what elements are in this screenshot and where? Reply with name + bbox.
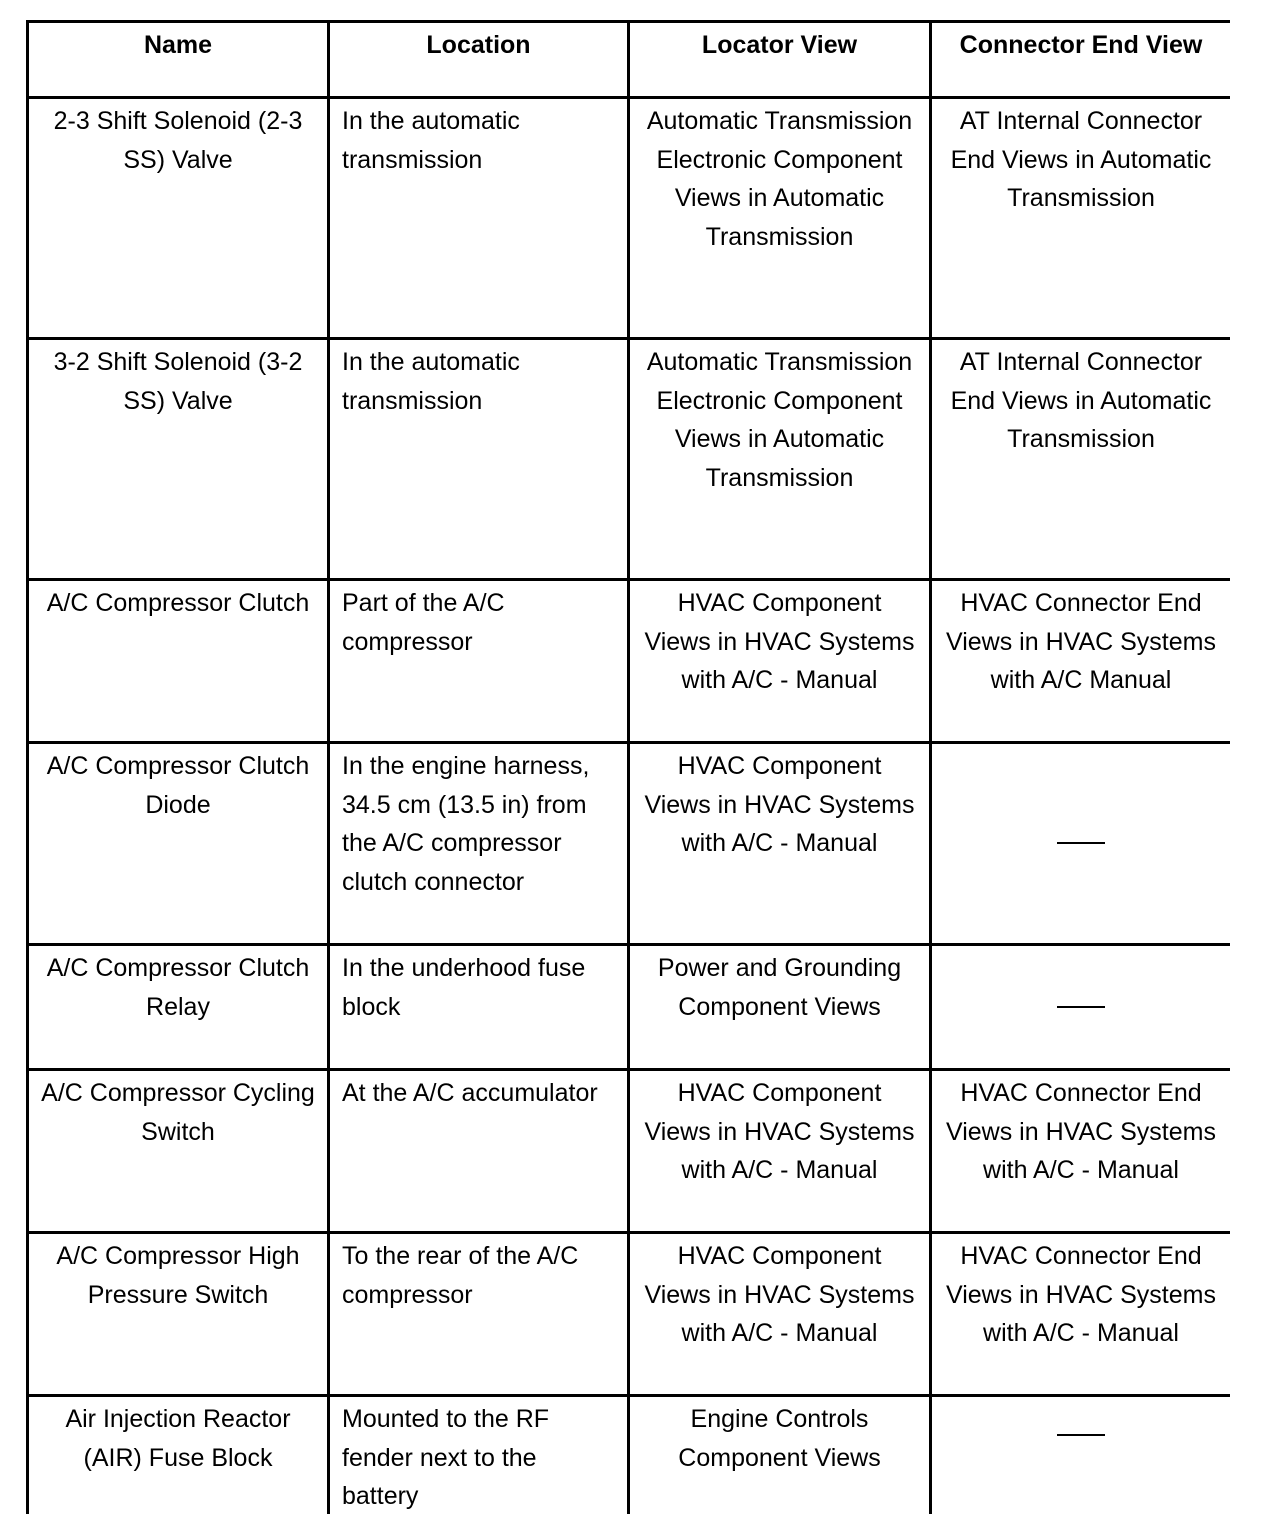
cell-connector-end-view: AT Internal Connector End Views in Automatic Transmission xyxy=(931,339,1231,580)
cell-locator-view: Engine Controls Component Views xyxy=(629,1396,931,1515)
cell-connector-end-view: HVAC Connector End Views in HVAC Systems with A/C - Manual xyxy=(931,1233,1231,1396)
cell-connector-end-view-empty xyxy=(931,945,1231,1070)
empty-dash xyxy=(1057,1434,1105,1436)
table-row xyxy=(28,743,1231,945)
cell-location: Mounted to the RF fender next to the battery xyxy=(329,1396,629,1515)
cell-locator-view: HVAC Component Views in HVAC Systems with A/C - Manual xyxy=(629,1233,931,1396)
cell-location: To the rear of the A/C compressor xyxy=(329,1233,629,1396)
table-row xyxy=(28,945,1231,1070)
table-row xyxy=(28,1396,1231,1515)
cell-name: Air Injection Reactor (AIR) Fuse Block xyxy=(28,1396,329,1515)
cell-name: A/C Compressor Clutch Diode xyxy=(28,743,329,945)
table-row xyxy=(28,1070,1231,1233)
cell-connector-end-view-empty xyxy=(931,743,1231,945)
cell-name: A/C Compressor Clutch Relay xyxy=(28,945,329,1070)
cell-location: In the underhood fuse block xyxy=(329,945,629,1070)
cell-connector-end-view: HVAC Connector End Views in HVAC Systems with A/C Manual xyxy=(931,580,1231,743)
cell-connector-end-view: AT Internal Connector End Views in Automatic Transmission xyxy=(931,98,1231,339)
cell-locator-view: HVAC Component Views in HVAC Systems with A/C - Manual xyxy=(629,743,931,945)
table-row xyxy=(28,1233,1231,1396)
cell-name: 3-2 Shift Solenoid (3-2 SS) Valve xyxy=(28,339,329,580)
cell-locator-view: HVAC Component Views in HVAC Systems with A/C - Manual xyxy=(629,580,931,743)
table-row xyxy=(28,98,1231,339)
header-location: Location xyxy=(329,22,629,98)
header-connector-end-view: Connector End View xyxy=(931,22,1231,98)
cell-locator-view: HVAC Component Views in HVAC Systems with A/C - Manual xyxy=(629,1070,931,1233)
cell-location: Part of the A/C compressor xyxy=(329,580,629,743)
table-row xyxy=(28,580,1231,743)
cell-locator-view: Automatic Transmission Electronic Component Views in Automatic Transmission xyxy=(629,98,931,339)
cell-location: At the A/C accumulator xyxy=(329,1070,629,1233)
cell-locator-view: Power and Grounding Component Views xyxy=(629,945,931,1070)
cell-location: In the engine harness, 34.5 cm (13.5 in) from the A/C compressor clutch connector xyxy=(329,743,629,945)
cell-connector-end-view: HVAC Connector End Views in HVAC Systems with A/C - Manual xyxy=(931,1070,1231,1233)
empty-dash xyxy=(1057,842,1105,844)
table-row xyxy=(28,339,1231,580)
component-locator-table-wrapper xyxy=(26,20,1230,1514)
header-row xyxy=(28,22,1231,98)
cell-location: In the automatic transmission xyxy=(329,98,629,339)
component-locator-table xyxy=(26,20,1230,1514)
header-name: Name xyxy=(28,22,329,98)
header-locator-view: Locator View xyxy=(629,22,931,98)
cell-connector-end-view-empty xyxy=(931,1396,1231,1515)
cell-name: A/C Compressor Cycling Switch xyxy=(28,1070,329,1233)
cell-locator-view: Automatic Transmission Electronic Component Views in Automatic Transmission xyxy=(629,339,931,580)
cell-name: A/C Compressor Clutch xyxy=(28,580,329,743)
cell-name: A/C Compressor High Pressure Switch xyxy=(28,1233,329,1396)
empty-dash xyxy=(1057,1006,1105,1008)
cell-name: 2-3 Shift Solenoid (2-3 SS) Valve xyxy=(28,98,329,339)
cell-location: In the automatic transmission xyxy=(329,339,629,580)
